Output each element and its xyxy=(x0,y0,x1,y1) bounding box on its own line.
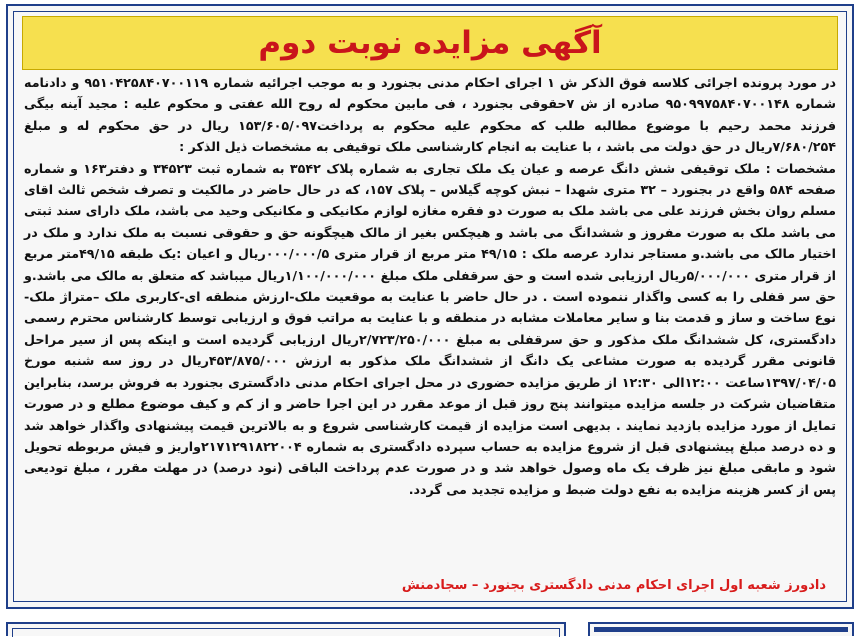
notice-paragraph-intro: در مورد پرونده اجرائی کلاسه فوق الذکر ش ۱ اجرای احکام مدنی بجنورد و به موجب اجرائیه شماره ۹۵۱۰۴۲۵۸۴۰۷۰۰۱۱۹ و دادنامه شماره ۹۵۰۹۹۷۵۸۴۰۷۰۰۱۴۸ صادره از ش ۷حقوقی بجنورد ، فی مابین محکوم له روح الله عفتی و محکوم علیه : مجید آینه بیگی فرزند محمد رحیم با موضوع مطالبه طلب که محکوم علیه محکوم به پرداخت۱۵۳/۶۰۵/۰۹۷ ریال در حق محکوم له و مبلغ ۷/۶۸۰/۲۵۴ریال در حق دولت می باشد ، با عنایت به انجام کارشناسی ملک توقیفی به مشخصات ذیل الذکر : xyxy=(24,75,837,155)
notice-body xyxy=(24,72,836,500)
next-notice-header-strip xyxy=(594,627,848,632)
notice-title: آگهی مزایده نوبت دوم xyxy=(258,25,602,61)
notice-title-bar xyxy=(22,16,838,70)
next-notice-frame-right xyxy=(588,622,854,636)
notice-signature: دادورز شعبه اول اجرای احکام مدنی دادگستری بجنورد – سجادمنش xyxy=(401,578,826,593)
next-notice-frame-left xyxy=(6,622,566,636)
notice-paragraph-specs: مشخصات : ملک توقیفی شش دانگ عرصه و عیان یک ملک تجاری به شماره پلاک ۳۵۴۲ به شماره ثبت ۳۴۵۲۳ و دفتر۱۶۳ و شماره صفحه ۵۸۴ واقع در بجنورد – ۳۲ متری شهدا – نبش کوچه گیلاس – پلاک ۱۵۷، که در حال حاضر در مالکیت و تصرف شخص ثالث اقای مسلم روان بخش فرزند علی می باشد ملک به صورت دو فقره مغازه لوازم مکانیکی و مکانیکی وحید می باشد، ملک دارای سند ثبتی می باشد ملک به صورت مفروز و ششدانگ می باشد و هیچکس بغیر از مالک هیچگونه حق و حقوقی نسبت به ملک ندارد و ملک در اختیار مالک می باشد.و مستاجر ندارد عرصه ملک : ۴۹/۱۵ متر مربع از قرار متری ۰۰۰/۰۰۰/۵ریال و اعیان :یک طبقه ۴۹/۱۵متر مربع از قرار متری ۵/۰۰۰/۰۰۰ریال ارزیابی شده است و حق سرقفلی ملک مبلغ ۱/۱۰۰/۰۰۰/۰۰۰ریال میباشد که متعلق به مالک می باشد.و حق سر قفلی را به کسی واگذار ننموده است . در حال حاضر با عنایت به موقعیت ملک-ارزش منطقه ای-کاربری ملک –متراژ ملک-نوع ساخت و ساز و قدمت بنا و سایر معاملات مشابه در منطقه و با عنایت به مراتب فوق و ارزیابی توسط کارشناس محترم رسمی دادگستری، کل ششدانگ ملک مذکور و حق سرقفلی به مبلغ ۲/۷۲۳/۲۵۰/۰۰۰ریال ارزیابی گردیده است و اینکه پس از سیر مراحل قانونی مقرر گردیده به صورت مشاعی یک دانگ از ششدانگ ملک مذکور به ارزش ۴۵۳/۸۷۵/۰۰۰ریال در روز سه شنبه مورخ ۱۳۹۷/۰۴/۰۵ساعت ۱۲:۰۰الی ۱۲:۳۰ از طریق مزایده حضوری در محل اجرای احکام مدنی دادگستری بجنورد به فروش برسد، بنابراین متقاضیان شرکت در جلسه مزایده میتوانند پنج روز قبل از موعد مقرر در این اجرا حاضر و از کم و کیف موضوع مطلع و در صورت تمایل از مورد مزایده بازدید نمایند . بدیهی است مزایده از قیمت کارشناسی شروع و به بالاترین قیمت پیشنهادی واگذار خواهد شد و ده درصد مبلغ پیشنهادی قبل از شروع مزایده به حساب سپرده دادگستری به شماره ۲۱۷۱۲۹۱۸۲۲۰۰۴واریز و فیش مربوطه تحویل شود و مابقی مبلغ نیز ظرف یک ماه وصول خواهد شد و در صورت عدم پرداخت الباقی (نود درصد) در مهلت مقرر ، مبلغ تودیعی پس از کسر هزینه مزایده به نفع دولت ضبط و مزایده تجدید می گردد. xyxy=(24,160,836,497)
notice-frame xyxy=(6,4,854,609)
